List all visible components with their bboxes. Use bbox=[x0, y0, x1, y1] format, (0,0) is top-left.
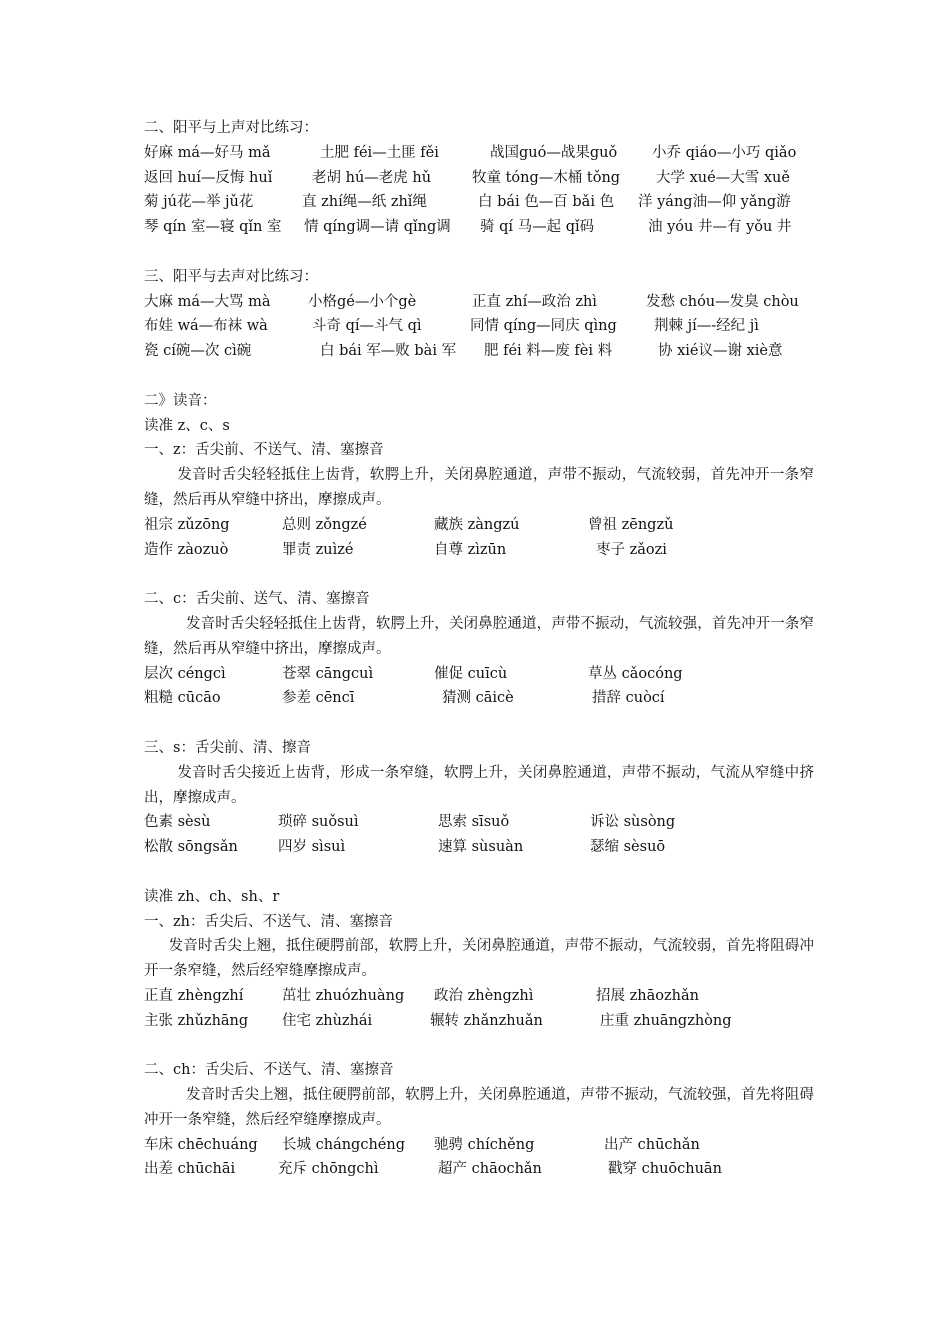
word-row bbox=[144, 662, 814, 687]
word: 长城 chángchéng bbox=[282, 1136, 405, 1153]
heading-text: 三、阳平与去声对比练习： bbox=[144, 268, 318, 285]
word-row bbox=[144, 1133, 814, 1158]
word: 苍翠 cāngcuì bbox=[282, 665, 374, 682]
word-pair: 小乔 qiáo—小巧 qiǎo bbox=[652, 144, 797, 161]
phoneme-title-text: 三、s：舌尖前、清、擦音 bbox=[144, 739, 311, 756]
word-pair: 骑 qí 马—起 qǐ码 bbox=[480, 219, 595, 236]
word: 总则 zǒngzé bbox=[282, 516, 367, 533]
phoneme-title bbox=[144, 910, 814, 935]
word: 庄重 zhuāngzhòng bbox=[600, 1012, 732, 1029]
phoneme-title bbox=[144, 736, 814, 761]
word: 思索 sīsuǒ bbox=[438, 814, 510, 831]
phoneme-title bbox=[144, 1058, 814, 1083]
word-row bbox=[144, 1157, 814, 1182]
word: 琐碎 suǒsuì bbox=[278, 814, 359, 831]
word: 粗糙 cūcāo bbox=[144, 690, 221, 707]
word: 罪责 zuìzé bbox=[282, 541, 354, 558]
word-pair: 情 qíng调—请 qǐng调 bbox=[304, 219, 451, 236]
subtitle-text: 读准 zh、ch、sh、r bbox=[144, 888, 280, 905]
word: 出产 chūchǎn bbox=[604, 1136, 700, 1153]
phoneme-title bbox=[144, 587, 814, 612]
section-heading bbox=[144, 265, 814, 290]
word: 层次 céngcì bbox=[144, 665, 226, 682]
phoneme-description: 发音时舌尖接近上齿背，形成一条窄缝，软腭上升，关闭鼻腔通道，声带不振动，气流从窄缝中挤出，摩擦成声。 bbox=[144, 764, 814, 806]
word: 催促 cuīcù bbox=[434, 665, 508, 682]
word: 车床 chēchuáng bbox=[144, 1136, 258, 1153]
word: 驰骋 chíchěng bbox=[434, 1136, 535, 1153]
phoneme-title bbox=[144, 438, 814, 463]
subsection-title bbox=[144, 414, 814, 439]
word-row bbox=[144, 810, 814, 835]
word: 猜测 cāicè bbox=[442, 690, 514, 707]
word-row bbox=[144, 686, 814, 711]
word: 四岁 sìsuì bbox=[278, 839, 346, 856]
word-row bbox=[144, 513, 814, 538]
word: 措辞 cuòcí bbox=[592, 690, 665, 707]
word-row bbox=[144, 835, 814, 860]
drill-row bbox=[144, 339, 814, 364]
word-pair: 油 yóu 井—有 yǒu 井 bbox=[648, 219, 792, 236]
word: 招展 zhāozhǎn bbox=[596, 987, 699, 1004]
word: 充斥 chōngchì bbox=[278, 1161, 379, 1178]
word: 草丛 cǎocóng bbox=[588, 665, 683, 682]
word-pair: 小格gé—小个gè bbox=[308, 293, 417, 310]
word-pair: 发愁 chóu—发臭 chòu bbox=[646, 293, 799, 310]
word: 政治 zhèngzhì bbox=[434, 987, 534, 1004]
word-pair: 大麻 má—大骂 mà bbox=[144, 293, 271, 310]
word-pair: 斗奇 qí—斗气 qì bbox=[312, 318, 422, 335]
word-pair: 直 zhí绳—纸 zhǐ绳 bbox=[302, 194, 427, 211]
word-pair: 布娃 wá—布袜 wà bbox=[144, 318, 268, 335]
section-heading bbox=[144, 116, 814, 141]
subsection-title bbox=[144, 885, 814, 910]
phoneme-title-text: 二、ch：舌尖后、不送气、清、塞擦音 bbox=[144, 1062, 394, 1079]
word-pair: 老胡 hú—老虎 hǔ bbox=[312, 169, 432, 186]
word-pair: 牧童 tóng—木桶 tǒng bbox=[472, 169, 621, 186]
word-pair: 荆棘 jí—-经纪 jì bbox=[654, 318, 759, 335]
drill-row bbox=[144, 215, 814, 240]
word-pair: 返回 huí—反悔 huǐ bbox=[144, 169, 273, 186]
phoneme-description: 发音时舌尖轻轻抵住上齿背，软腭上升，关闭鼻腔通道，声带不振动，气流较强，首先冲开一条窄缝，然后再从窄缝中挤出，摩擦成声。 bbox=[144, 615, 814, 657]
word: 速算 sùsuàn bbox=[438, 839, 524, 856]
word-pair: 好麻 má—好马 mǎ bbox=[144, 144, 271, 161]
word: 参差 cēncī bbox=[282, 690, 355, 707]
drill-row bbox=[144, 141, 814, 166]
word: 主张 zhǔzhāng bbox=[144, 1012, 249, 1029]
drill-row bbox=[144, 166, 814, 191]
word-pair: 战国guó—战果guǒ bbox=[490, 144, 618, 161]
phoneme-description: 发音时舌尖上翘，抵住硬腭前部，软腭上升，关闭鼻腔通道，声带不振动，气流较弱，首先将阻碍冲开一条窄缝，然后经窄缝摩擦成声。 bbox=[144, 938, 814, 980]
word: 造作 zàozuò bbox=[144, 541, 229, 558]
word: 住宅 zhùzhái bbox=[282, 1012, 373, 1029]
word: 枣子 zǎozi bbox=[596, 541, 667, 558]
subtitle-text: 读准 z、c、s bbox=[144, 417, 230, 434]
word-pair: 大学 xué—大雪 xuě bbox=[656, 169, 790, 186]
word: 松散 sōngsǎn bbox=[144, 839, 238, 856]
word-pair: 白 bái 色—百 bǎi 色 bbox=[478, 194, 615, 211]
word: 诉讼 sùsòng bbox=[590, 814, 676, 831]
drill-row bbox=[144, 290, 814, 315]
word-pair: 正直 zhí—政治 zhì bbox=[472, 293, 597, 310]
section-heading bbox=[144, 389, 814, 414]
word: 正直 zhèngzhí bbox=[144, 987, 244, 1004]
drill-row bbox=[144, 314, 814, 339]
word: 自尊 zìzūn bbox=[434, 541, 507, 558]
heading-text: 二》读音： bbox=[144, 392, 217, 409]
phoneme-title-text: 二、c：舌尖前、送气、清、塞擦音 bbox=[144, 591, 370, 608]
word: 色素 sèsù bbox=[144, 814, 211, 831]
word: 超产 chāochǎn bbox=[438, 1161, 542, 1178]
word: 瑟缩 sèsuō bbox=[590, 839, 666, 856]
word-pair: 协 xié议—谢 xiè意 bbox=[658, 343, 783, 360]
word-pair: 琴 qín 室—寝 qǐn 室 bbox=[144, 219, 282, 236]
word-pair: 肥 féi 料—废 fèi 料 bbox=[484, 343, 613, 360]
phoneme-title-text: 一、z：舌尖前、不送气、清、塞擦音 bbox=[144, 442, 384, 459]
word: 戳穿 chuōchuān bbox=[608, 1161, 722, 1178]
word-row bbox=[144, 538, 814, 563]
word-pair: 洋 yáng油—仰 yǎng游 bbox=[638, 194, 791, 211]
document-page bbox=[144, 116, 814, 1182]
word: 藏族 zàngzú bbox=[434, 516, 520, 533]
word: 辗转 zhǎnzhuǎn bbox=[430, 1012, 543, 1029]
word-pair: 土肥 féi—土匪 fěi bbox=[320, 144, 439, 161]
word: 祖宗 zǔzōng bbox=[144, 516, 230, 533]
word-pair: 瓷 cí碗—次 cì碗 bbox=[144, 343, 252, 360]
word-row bbox=[144, 984, 814, 1009]
phoneme-description: 发音时舌尖上翘，抵住硬腭前部，软腭上升，关闭鼻腔通道，声带不振动，气流较强，首先将阻碍冲开一条窄缝，然后经窄缝摩擦成声。 bbox=[144, 1087, 814, 1128]
drill-row bbox=[144, 190, 814, 215]
word-row bbox=[144, 1009, 814, 1034]
word-pair: 菊 jú花—举 jǔ花 bbox=[144, 194, 254, 211]
word: 曾祖 zēngzǔ bbox=[588, 516, 674, 533]
phoneme-title-text: 一、zh：舌尖后、不送气、清、塞擦音 bbox=[144, 913, 393, 930]
word: 茁壮 zhuózhuàng bbox=[282, 987, 405, 1004]
word-pair: 同情 qíng—同庆 qìng bbox=[470, 318, 617, 335]
heading-text: 二、阳平与上声对比练习： bbox=[144, 120, 318, 136]
word: 出差 chūchāi bbox=[144, 1161, 236, 1178]
phoneme-description: 发音时舌尖轻轻抵住上齿背，软腭上升，关闭鼻腔通道，声带不振动，气流较弱，首先冲开一条窄缝，然后再从窄缝中挤出，摩擦成声。 bbox=[144, 467, 814, 508]
word-pair: 白 bái 军—败 bài 军 bbox=[320, 343, 457, 360]
